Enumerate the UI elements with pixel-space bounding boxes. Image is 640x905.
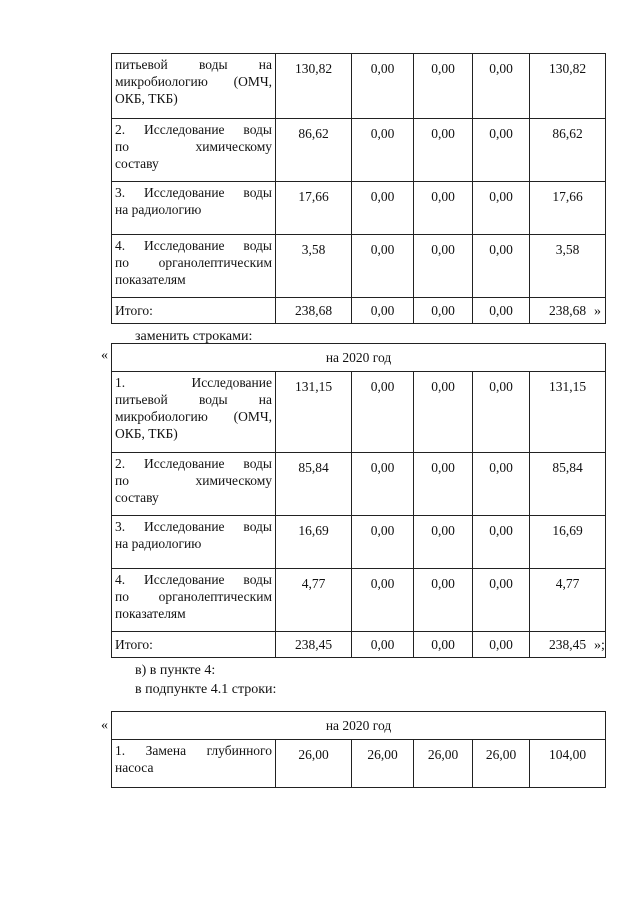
value-cell: 0,00 xyxy=(473,182,530,235)
table-row xyxy=(112,54,606,119)
value-cell: 131,15 xyxy=(530,372,606,453)
value-cell: 0,00 xyxy=(473,235,530,298)
row-description xyxy=(112,453,276,516)
table-row xyxy=(112,740,606,788)
table-header-row xyxy=(112,344,606,372)
year-header: на 2020 год xyxy=(112,712,606,740)
description-line: по органолептическим xyxy=(115,255,272,270)
description-line: Итого: xyxy=(115,637,153,652)
row-description xyxy=(112,740,276,788)
closing-quote-2: »; xyxy=(594,638,605,653)
description-line: 3. Исследование воды xyxy=(115,185,272,200)
value-cell: 26,00 xyxy=(352,740,414,788)
value-cell: 130,82 xyxy=(276,54,352,119)
description-line: питьевой воды на xyxy=(115,57,272,72)
description-line: микробиологию (ОМЧ, xyxy=(115,74,272,89)
value-cell: 0,00 xyxy=(352,298,414,324)
row-description xyxy=(112,372,276,453)
description-line: 1. Замена глубинного xyxy=(115,743,272,758)
table-2-body xyxy=(112,344,606,658)
value-cell: 3,58 xyxy=(276,235,352,298)
description-line: 3. Исследование воды xyxy=(115,519,272,534)
value-cell: 0,00 xyxy=(352,119,414,182)
table-row xyxy=(112,516,606,569)
row-description xyxy=(112,516,276,569)
value-cell: 0,00 xyxy=(352,182,414,235)
value-cell: 26,00 xyxy=(276,740,352,788)
description-line: 2. Исследование воды xyxy=(115,456,272,471)
opening-quote-3: « xyxy=(101,718,108,733)
row-description xyxy=(112,569,276,632)
value-cell: 0,00 xyxy=(414,516,473,569)
row-description xyxy=(112,298,276,324)
value-cell: 0,00 xyxy=(352,54,414,119)
value-cell: 0,00 xyxy=(414,569,473,632)
description-line: по химическому xyxy=(115,139,272,154)
table-row xyxy=(112,453,606,516)
table-1 xyxy=(111,53,606,324)
description-line: составу xyxy=(115,490,159,505)
value-cell: 0,00 xyxy=(473,298,530,324)
description-line: микробиологию (ОМЧ, xyxy=(115,409,272,424)
value-cell: 0,00 xyxy=(473,119,530,182)
value-cell: 0,00 xyxy=(414,632,473,658)
description-line: 4. Исследование воды xyxy=(115,572,272,587)
value-cell: 0,00 xyxy=(414,298,473,324)
value-cell: 16,69 xyxy=(530,516,606,569)
description-line: 1. Исследование xyxy=(115,375,272,390)
value-cell: 0,00 xyxy=(414,54,473,119)
table-3 xyxy=(111,711,606,788)
description-line: показателям xyxy=(115,272,186,287)
value-cell: 17,66 xyxy=(530,182,606,235)
value-cell: 4,77 xyxy=(530,569,606,632)
table-2 xyxy=(111,343,606,658)
row-description xyxy=(112,182,276,235)
value-cell: 26,00 xyxy=(473,740,530,788)
value-cell: 4,77 xyxy=(276,569,352,632)
replace-text: заменить строками: xyxy=(135,329,253,344)
value-cell: 0,00 xyxy=(352,372,414,453)
value-cell: 0,00 xyxy=(473,632,530,658)
year-header: на 2020 год xyxy=(112,344,606,372)
value-cell: 0,00 xyxy=(414,453,473,516)
value-cell: 0,00 xyxy=(414,372,473,453)
value-cell: 0,00 xyxy=(352,632,414,658)
value-cell: 85,84 xyxy=(530,453,606,516)
description-line: по органолептическим xyxy=(115,589,272,604)
value-cell: 85,84 xyxy=(276,453,352,516)
value-cell: 0,00 xyxy=(414,182,473,235)
table-row xyxy=(112,235,606,298)
table-3-body xyxy=(112,712,606,788)
value-cell: 26,00 xyxy=(414,740,473,788)
row-description xyxy=(112,54,276,119)
value-cell: 130,82 xyxy=(530,54,606,119)
table-header-row xyxy=(112,712,606,740)
value-cell: 0,00 xyxy=(473,372,530,453)
description-line: показателям xyxy=(115,606,186,621)
table-row xyxy=(112,119,606,182)
row-description xyxy=(112,119,276,182)
value-cell: 0,00 xyxy=(473,569,530,632)
description-line: насоса xyxy=(115,760,154,775)
value-cell: 0,00 xyxy=(473,54,530,119)
description-line: составу xyxy=(115,156,159,171)
table-row xyxy=(112,182,606,235)
value-cell: 0,00 xyxy=(473,453,530,516)
description-line: на радиологию xyxy=(115,536,202,551)
table-row xyxy=(112,569,606,632)
closing-quote-1: » xyxy=(594,304,601,319)
value-cell: 238,45 xyxy=(276,632,352,658)
description-line: ОКБ, ТКБ) xyxy=(115,426,178,441)
value-cell: 131,15 xyxy=(276,372,352,453)
value-cell: 3,58 xyxy=(530,235,606,298)
point-4-text: в) в пункте 4: xyxy=(135,663,216,678)
value-cell: 0,00 xyxy=(473,516,530,569)
description-line: на радиологию xyxy=(115,202,202,217)
value-cell: 16,69 xyxy=(276,516,352,569)
value-cell: 238,68 xyxy=(530,298,606,324)
opening-quote-2: « xyxy=(101,348,108,363)
table-row xyxy=(112,372,606,453)
value-cell: 0,00 xyxy=(414,235,473,298)
description-line: по химическому xyxy=(115,473,272,488)
value-cell: 0,00 xyxy=(414,119,473,182)
value-cell: 86,62 xyxy=(276,119,352,182)
value-cell: 0,00 xyxy=(352,453,414,516)
table-row xyxy=(112,298,606,324)
table-row xyxy=(112,632,606,658)
value-cell: 0,00 xyxy=(352,516,414,569)
value-cell: 104,00 xyxy=(530,740,606,788)
description-line: 2. Исследование воды xyxy=(115,122,272,137)
value-cell: 238,45 xyxy=(530,632,606,658)
description-line: 4. Исследование воды xyxy=(115,238,272,253)
value-cell: 0,00 xyxy=(352,569,414,632)
row-description xyxy=(112,632,276,658)
description-line: Итого: xyxy=(115,303,153,318)
subpoint-text: в подпункте 4.1 строки: xyxy=(135,682,277,697)
value-cell: 238,68 xyxy=(276,298,352,324)
table-1-body xyxy=(112,54,606,324)
description-line: ОКБ, ТКБ) xyxy=(115,91,178,106)
value-cell: 17,66 xyxy=(276,182,352,235)
description-line: питьевой воды на xyxy=(115,392,272,407)
value-cell: 0,00 xyxy=(352,235,414,298)
value-cell: 86,62 xyxy=(530,119,606,182)
row-description xyxy=(112,235,276,298)
